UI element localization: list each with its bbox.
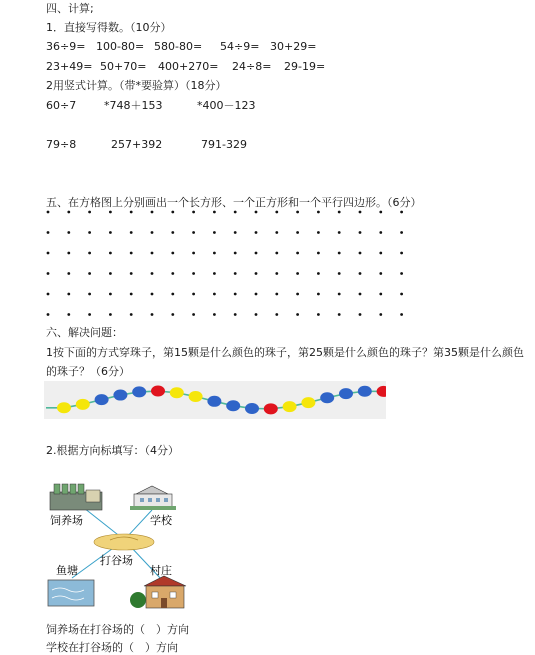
grid-dot <box>109 293 112 296</box>
calc-item: 24÷8= <box>232 60 272 73</box>
bead-blue <box>95 394 109 405</box>
grid-dot <box>400 293 403 296</box>
question-1: 1．直接写得数。（10分） <box>46 21 172 34</box>
grid-dot <box>234 272 237 275</box>
bead-red <box>151 386 165 397</box>
bead-blue <box>207 396 221 407</box>
bead-red <box>377 386 386 397</box>
bead-yellow <box>283 401 297 412</box>
grid-dot <box>338 231 341 234</box>
grid-dot <box>379 231 382 234</box>
bead-blue <box>132 386 146 397</box>
grid-dot <box>130 272 133 275</box>
grid-dot <box>130 313 133 316</box>
grid-dot <box>171 272 174 275</box>
grid-dot <box>359 252 362 255</box>
grid-dot <box>338 293 341 296</box>
calc-item: 791-329 <box>201 138 247 151</box>
grid-dot <box>400 211 403 214</box>
grid-dot <box>234 293 237 296</box>
grid-dot <box>400 272 403 275</box>
grid-dot <box>192 313 195 316</box>
grid-dot <box>255 231 258 234</box>
grid-dot <box>151 293 154 296</box>
grid-dot <box>109 272 112 275</box>
grid-dot <box>359 293 362 296</box>
grid-dot <box>130 231 133 234</box>
grid-dot <box>400 252 403 255</box>
grid-dot <box>47 252 50 255</box>
grid-dot <box>213 252 216 255</box>
direction-map <box>44 480 194 615</box>
grid-dot <box>130 293 133 296</box>
grid-dot <box>379 313 382 316</box>
grid-dot <box>109 313 112 316</box>
grid-dot <box>151 313 154 316</box>
grid-dot <box>88 211 91 214</box>
grid-dot <box>109 231 112 234</box>
grid-dot <box>296 313 299 316</box>
grid-dot <box>213 231 216 234</box>
bead-blue <box>358 386 372 397</box>
grid-dot <box>130 211 133 214</box>
grid-dot <box>317 313 320 316</box>
grid-dot <box>255 313 258 316</box>
bead-string-image <box>44 381 386 419</box>
grid-dot <box>109 211 112 214</box>
grid-dot <box>296 252 299 255</box>
grid-dot <box>379 293 382 296</box>
calc-item: 30+29= <box>270 40 317 53</box>
grid-dot <box>275 293 278 296</box>
grid-dot <box>234 231 237 234</box>
grid-dot <box>296 231 299 234</box>
grid-dot <box>379 211 382 214</box>
grid-dot <box>192 211 195 214</box>
grid-dot <box>275 272 278 275</box>
grid-dot <box>88 293 91 296</box>
calc-item: 23+49= <box>46 60 93 73</box>
grid-dot <box>151 272 154 275</box>
grid-dot <box>47 231 50 234</box>
grid-dot <box>275 211 278 214</box>
grid-dot <box>359 231 362 234</box>
school-icon <box>130 486 176 510</box>
grid-dot <box>317 231 320 234</box>
grid-dot <box>359 272 362 275</box>
grid-dot <box>275 231 278 234</box>
grid-dot <box>67 313 70 316</box>
bead-blue <box>320 392 334 403</box>
grid-dot <box>67 272 70 275</box>
bead-question-line2: 的珠子？（6分） <box>46 365 130 378</box>
grid-dot <box>47 211 50 214</box>
grid-dot <box>192 252 195 255</box>
bead-yellow <box>76 399 90 410</box>
calc-item: 29-19= <box>284 60 326 73</box>
grid-dot <box>213 211 216 214</box>
calc-item: 36÷9= <box>46 40 86 53</box>
farm-label: 饲养场 <box>50 514 83 527</box>
section4-title: 四、计算; <box>46 2 94 15</box>
grid-dot <box>234 211 237 214</box>
grid-dot <box>213 272 216 275</box>
calc-item: 580-80= <box>154 40 203 53</box>
grid-dot <box>130 252 133 255</box>
grid-dot <box>338 313 341 316</box>
grid-dot <box>317 252 320 255</box>
grid-dot <box>171 231 174 234</box>
grid-dot <box>192 293 195 296</box>
grid-dot <box>317 272 320 275</box>
grid-dot <box>275 313 278 316</box>
grid-dot <box>67 211 70 214</box>
pond-label: 鱼塘 <box>56 564 78 577</box>
grid-dot <box>109 252 112 255</box>
grid-dot <box>192 272 195 275</box>
calc-item: 60÷7 <box>46 99 77 112</box>
grid-dot <box>88 313 91 316</box>
grid-dot <box>275 252 278 255</box>
grid-dot <box>171 293 174 296</box>
village-icon <box>130 576 186 608</box>
vertical-calc-row-1 <box>46 99 256 113</box>
grid-dot <box>296 272 299 275</box>
bead-question-line1: 1按下面的方式穿珠子，第15颗是什么颜色的珠子，第25颗是什么颜色的珠子？第35颗是什么颜色 <box>46 346 524 359</box>
grid-dot <box>151 211 154 214</box>
section6-title: 六、解决问题： <box>46 326 123 339</box>
calc-item: *400－123 <box>197 99 256 112</box>
calc-item: 257+392 <box>111 138 163 151</box>
bead-yellow <box>301 397 315 408</box>
school-label: 学校 <box>150 514 172 527</box>
grid-dot <box>255 272 258 275</box>
calc-item: 50+70= <box>100 60 147 73</box>
bead-blue <box>245 403 259 414</box>
grid-dot <box>234 313 237 316</box>
grid-dot <box>192 231 195 234</box>
grid-dot <box>47 293 50 296</box>
farm-icon <box>50 484 102 510</box>
grid-dot <box>47 272 50 275</box>
grid-dot <box>213 293 216 296</box>
calc-item: 79÷8 <box>46 138 77 151</box>
grid-dot <box>338 211 341 214</box>
dot-grid[interactable] <box>44 208 404 320</box>
grid-dot <box>379 272 382 275</box>
calc-item: 54÷9= <box>220 40 260 53</box>
calc-item: *748＋153 <box>104 99 163 112</box>
grid-dot <box>171 211 174 214</box>
grid-dot <box>400 313 403 316</box>
grid-dot <box>338 272 341 275</box>
threshing-ground-icon <box>94 534 154 550</box>
grid-dot <box>151 252 154 255</box>
grid-dot <box>88 252 91 255</box>
grid-dot <box>88 272 91 275</box>
calc-item: 100-80= <box>96 40 145 53</box>
threshing-ground-label: 打谷场 <box>100 554 133 567</box>
grid-dot <box>400 231 403 234</box>
calc-row-2 <box>46 60 325 74</box>
grid-dot <box>296 293 299 296</box>
grid-dot <box>359 313 362 316</box>
answer-line-2: 学校在打谷场的（ ）方向 <box>46 641 178 654</box>
grid-dot <box>234 252 237 255</box>
bead-yellow <box>57 402 71 413</box>
vertical-calc-row-2 <box>46 138 247 152</box>
village-label: 村庄 <box>150 564 172 577</box>
grid-dot <box>67 252 70 255</box>
bead-red <box>264 403 278 414</box>
grid-dot <box>317 211 320 214</box>
grid-dot <box>47 313 50 316</box>
direction-question: 2.根据方向标填写：（4分） <box>46 444 179 457</box>
bead-yellow <box>189 391 203 402</box>
grid-dot <box>171 252 174 255</box>
answer-line-1: 饲养场在打谷场的（ ）方向 <box>46 623 189 636</box>
grid-dot <box>67 231 70 234</box>
grid-dot <box>67 293 70 296</box>
pond-icon <box>48 580 94 606</box>
bead-blue <box>113 390 127 401</box>
grid-dot <box>359 211 362 214</box>
grid-dot <box>255 211 258 214</box>
grid-dot <box>171 313 174 316</box>
grid-dot <box>151 231 154 234</box>
question-2: 2用竖式计算。（带*要验算）（18分） <box>46 79 227 92</box>
bead-yellow <box>170 387 184 398</box>
grid-dot <box>338 252 341 255</box>
calc-item: 400+270= <box>158 60 219 73</box>
grid-dot <box>317 293 320 296</box>
grid-dot <box>296 211 299 214</box>
grid-dot <box>255 252 258 255</box>
grid-dot <box>255 293 258 296</box>
bead-blue <box>226 400 240 411</box>
grid-dot <box>379 252 382 255</box>
section5-title: 五、在方格图上分别画出一个长方形、一个正方形和一个平行四边形。（6分） <box>46 196 422 209</box>
bead-blue <box>339 388 353 399</box>
grid-dot <box>88 231 91 234</box>
grid-dot <box>213 313 216 316</box>
calc-row-1 <box>46 40 316 54</box>
